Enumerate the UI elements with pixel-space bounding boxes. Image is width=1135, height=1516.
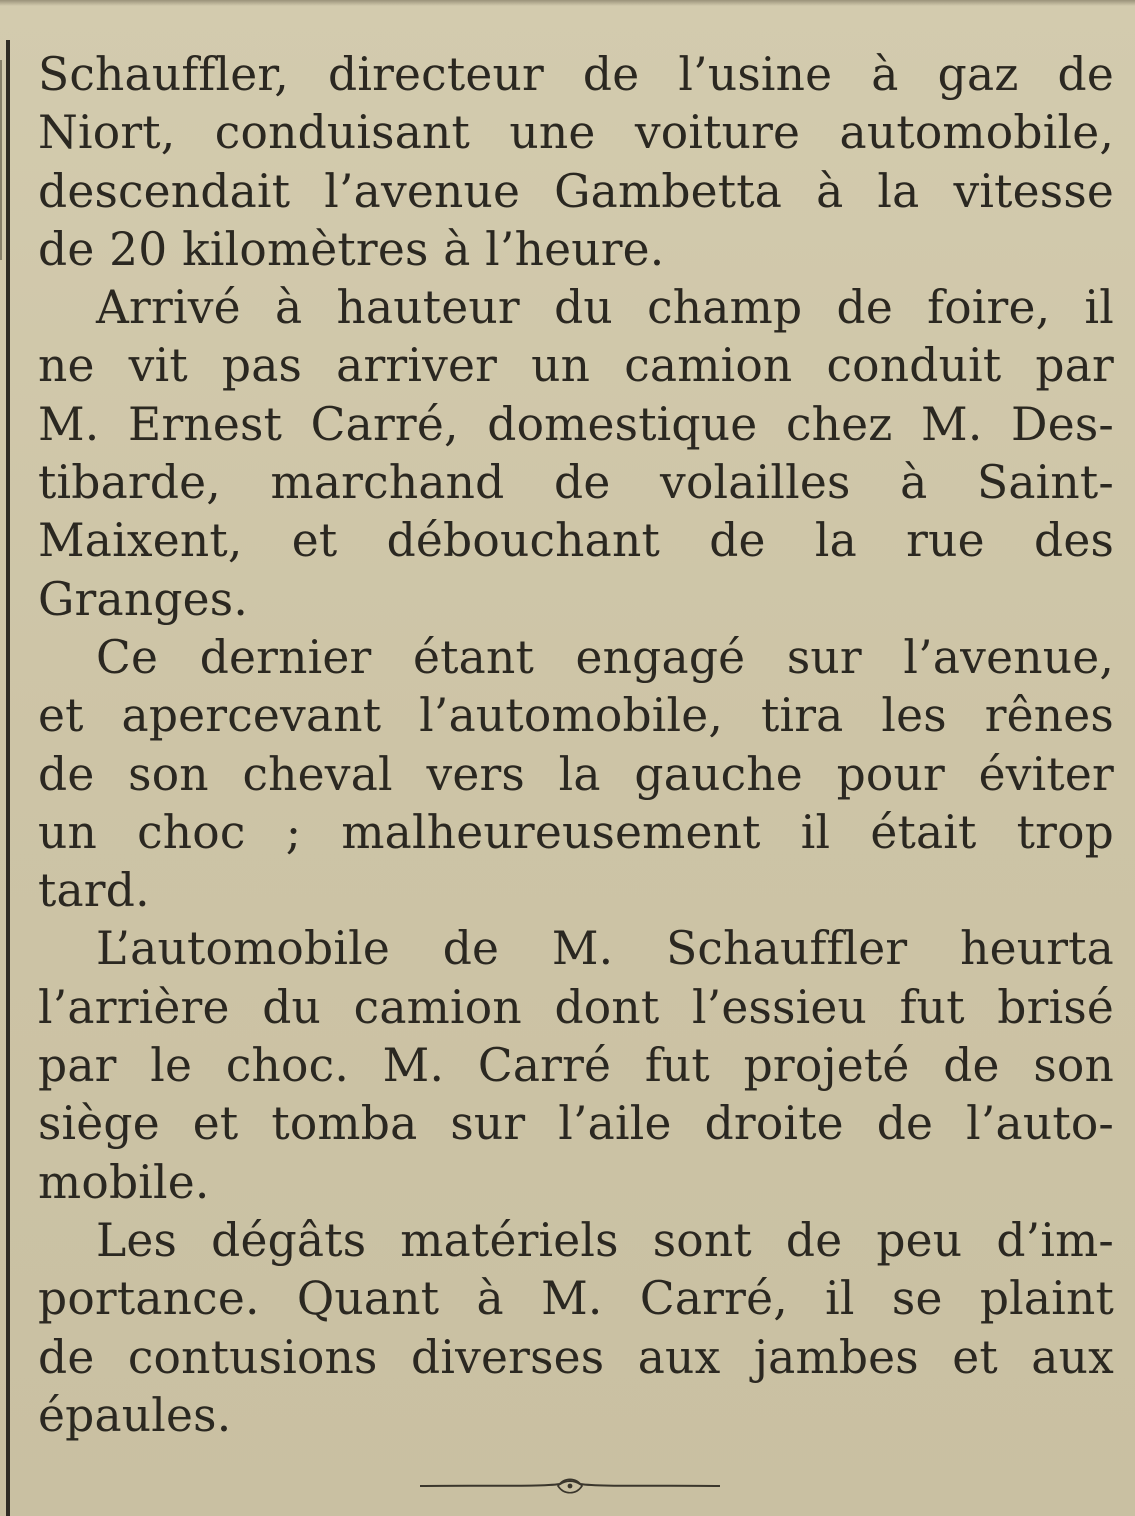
- text-line: siège et tomba sur l’aile droite de l’auto-: [38, 1097, 1114, 1151]
- text-line: Niort, conduisant une voiture automobile,: [38, 106, 1114, 160]
- top-rule: [0, 0, 1135, 6]
- text-line: Granges.: [38, 572, 248, 626]
- paragraph: [38, 1212, 1114, 1445]
- text-line: portance. Quant à M. Carré, il se plaint: [38, 1272, 1114, 1326]
- text-line: tard.: [38, 864, 150, 918]
- paragraph: [38, 920, 1114, 1211]
- column-rule-shadow: [0, 60, 2, 260]
- paragraph: [38, 629, 1114, 920]
- ornament-divider: [420, 1474, 720, 1498]
- text-line: tibarde, marchand de volailles à Saint-: [38, 456, 1114, 510]
- text-line: descendait l’avenue Gambetta à la vitesse: [38, 164, 1114, 218]
- article-body: [38, 46, 1114, 1445]
- text-line: par le choc. M. Carré fut projeté de son: [38, 1039, 1114, 1093]
- text-line: mobile.: [38, 1155, 210, 1209]
- text-line: M. Ernest Carré, domestique chez M. Des-: [38, 397, 1114, 451]
- text-line: de son cheval vers la gauche pour éviter: [38, 747, 1114, 801]
- text-line: et apercevant l’automobile, tira les rênes: [38, 689, 1114, 743]
- paragraph: [38, 46, 1114, 279]
- paragraph: [38, 279, 1114, 629]
- text-line: l’arrière du camion dont l’essieu fut brisé: [38, 980, 1114, 1034]
- text-line: de contusions diverses aux jambes et aux: [38, 1330, 1114, 1384]
- text-line: de 20 kilomètres à l’heure.: [38, 222, 665, 276]
- text-line: Les dégâts matériels sont de peu d’im-: [96, 1213, 1114, 1267]
- column-rule: [6, 40, 10, 1516]
- text-line: un choc ; malheureusement il était trop: [38, 805, 1114, 859]
- text-line: Ce dernier étant engagé sur l’avenue,: [96, 630, 1114, 684]
- text-line: L’automobile de M. Schauffler heurta: [96, 922, 1114, 976]
- text-line: Arrivé à hauteur du champ de foire, il: [96, 281, 1114, 335]
- text-line: Schauffler, directeur de l’usine à gaz de: [38, 48, 1114, 101]
- text-line: Maixent, et débouchant de la rue des: [38, 514, 1114, 568]
- text-line: épaules.: [38, 1388, 232, 1442]
- text-line: ne vit pas arriver un camion conduit par: [38, 339, 1114, 393]
